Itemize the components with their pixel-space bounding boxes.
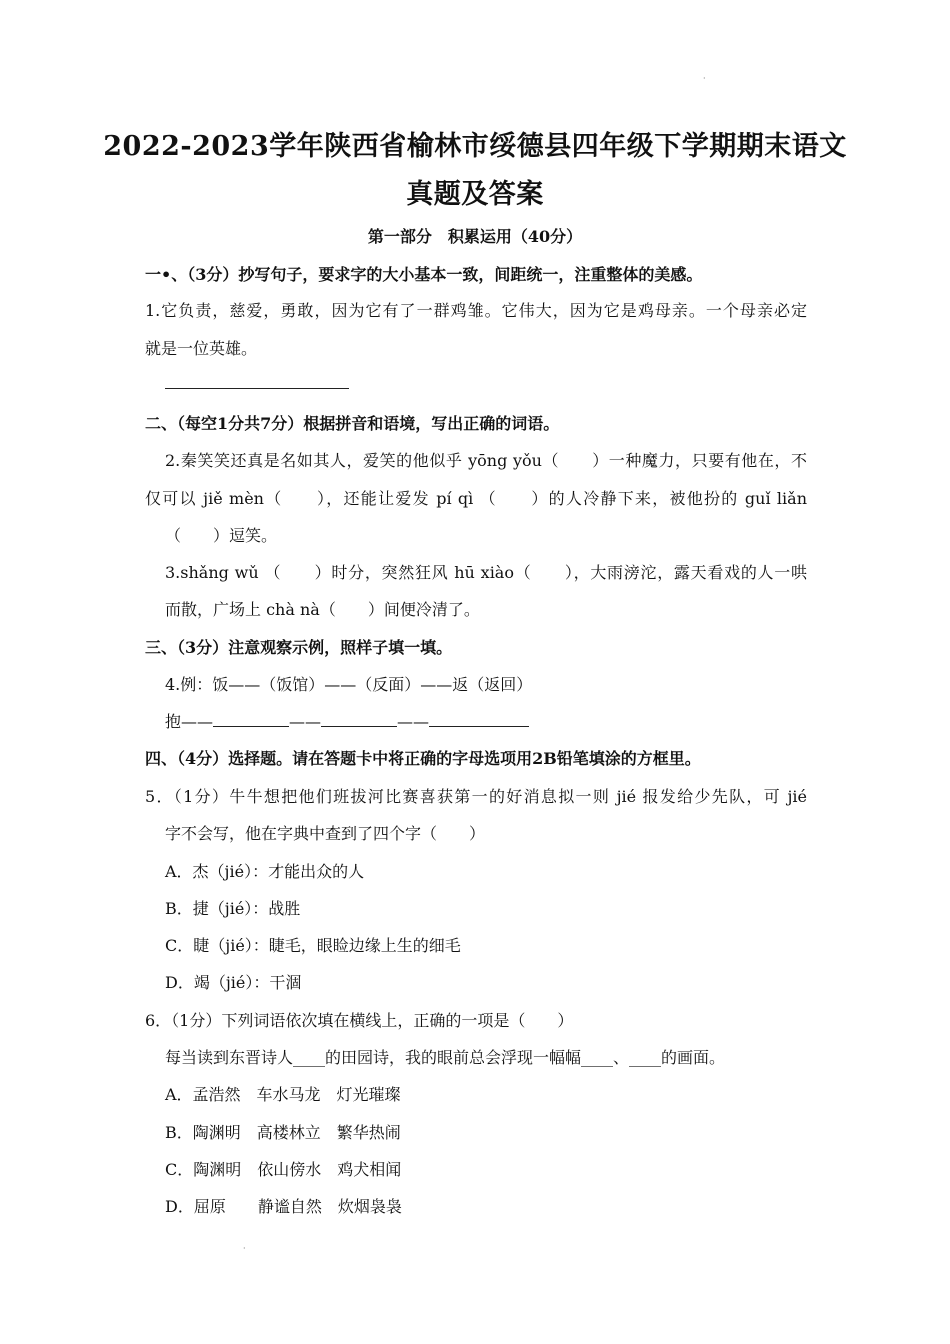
section4-heading: 四、（4分）选择题。请在答题卡中将正确的字母选项用2B铅笔填涂的方框里。 [145, 749, 701, 768]
q4-dash-1: —— [289, 712, 322, 731]
section2-heading: 二、（每空1分共7分）根据拼音和语境，写出正确的词语。 [145, 414, 560, 433]
q4-start-char: 抱—— [165, 712, 214, 731]
q6-option-d: D．屈原 静谧自然 炊烟袅袅 [165, 1197, 402, 1216]
q5-option-c: C．睫（jié）：睫毛，眼睑边缘上生的细毛 [165, 936, 461, 955]
q6-option-c: C．陶渊明 依山傍水 鸡犬相闻 [165, 1160, 402, 1179]
q3-text-line2: 而散，广场上 chà nà（ ）间便冷清了。 [165, 600, 480, 619]
q4-dash-2: —— [397, 712, 430, 731]
speck-mark: · [703, 74, 706, 83]
section3-heading: 三、（3分）注意观察示例，照样子填一填。 [145, 638, 453, 657]
copy-answer-line [165, 388, 349, 389]
q6-text-line2: 每当读到东晋诗人____的田园诗，我的眼前总会浮现一幅幅____、____的画面。 [165, 1048, 726, 1067]
q6-option-b: B．陶渊明 高楼林立 繁华热闹 [165, 1123, 401, 1142]
speck-mark: · [243, 1244, 246, 1253]
q4-blank-1[interactable] [213, 710, 289, 727]
q3-text-line1: 3.shǎng wǔ （ ）时分，突然狂风 hū xiào（ ），大雨滂沱，露天看戏的人一哄 [165, 563, 807, 582]
q5-option-b: B．捷（jié）：战胜 [165, 899, 301, 918]
q2-text-line3: （ ）逗笑。 [165, 526, 278, 545]
q4-fill-row [165, 709, 529, 732]
q1-text-line2: 就是一位英雄。 [145, 339, 258, 358]
doc-title-line2: 真题及答案 [406, 179, 544, 210]
q5-text-line1: 5．（1分）牛牛想把他们班拔河比赛喜获第一的好消息拟一则 jié 报发给少先队，可 jié [145, 787, 807, 806]
q6-option-a: A．孟浩然 车水马龙 灯光璀璨 [165, 1085, 401, 1104]
q4-example: 4.例：饭——（饭馆）——（反面）——返（返回） [165, 675, 533, 694]
q6-text-line1: 6．（1分）下列词语依次填在横线上，正确的一项是（ ） [145, 1011, 574, 1030]
q5-option-d: D．竭（jié）：干涸 [165, 973, 302, 992]
q1-text-line1: 1.它负责，慈爱，勇敢，因为它有了一群鸡雏。它伟大，因为它是鸡母亲。一个母亲必定 [145, 301, 807, 320]
q5-text-line2: 字不会写，他在字典中查到了四个字（ ） [165, 824, 486, 843]
part1-heading: 第一部分 积累运用（40分） [367, 227, 583, 246]
q5-option-a: A．杰（jié）：才能出众的人 [165, 862, 365, 881]
q4-blank-3[interactable] [429, 710, 529, 727]
q2-text-line2: 仅可以 jiě mèn（ ），还能让爱发 pí qì （ ）的人冷静下来，被他扮的 guǐ liǎn [145, 489, 807, 508]
doc-title-line1: 2022-2023学年陕西省榆林市绥德县四年级下学期期末语文 [103, 131, 847, 162]
q4-blank-2[interactable] [321, 710, 397, 727]
section1-heading: 一•、（3分）抄写句子，要求字的大小基本一致，间距统一，注重整体的美感。 [145, 265, 703, 284]
q2-text-line1: 2.秦笑笑还真是名如其人，爱笑的他似乎 yōng yǒu（ ）一种魔力，只要有他在，不 [165, 451, 807, 470]
